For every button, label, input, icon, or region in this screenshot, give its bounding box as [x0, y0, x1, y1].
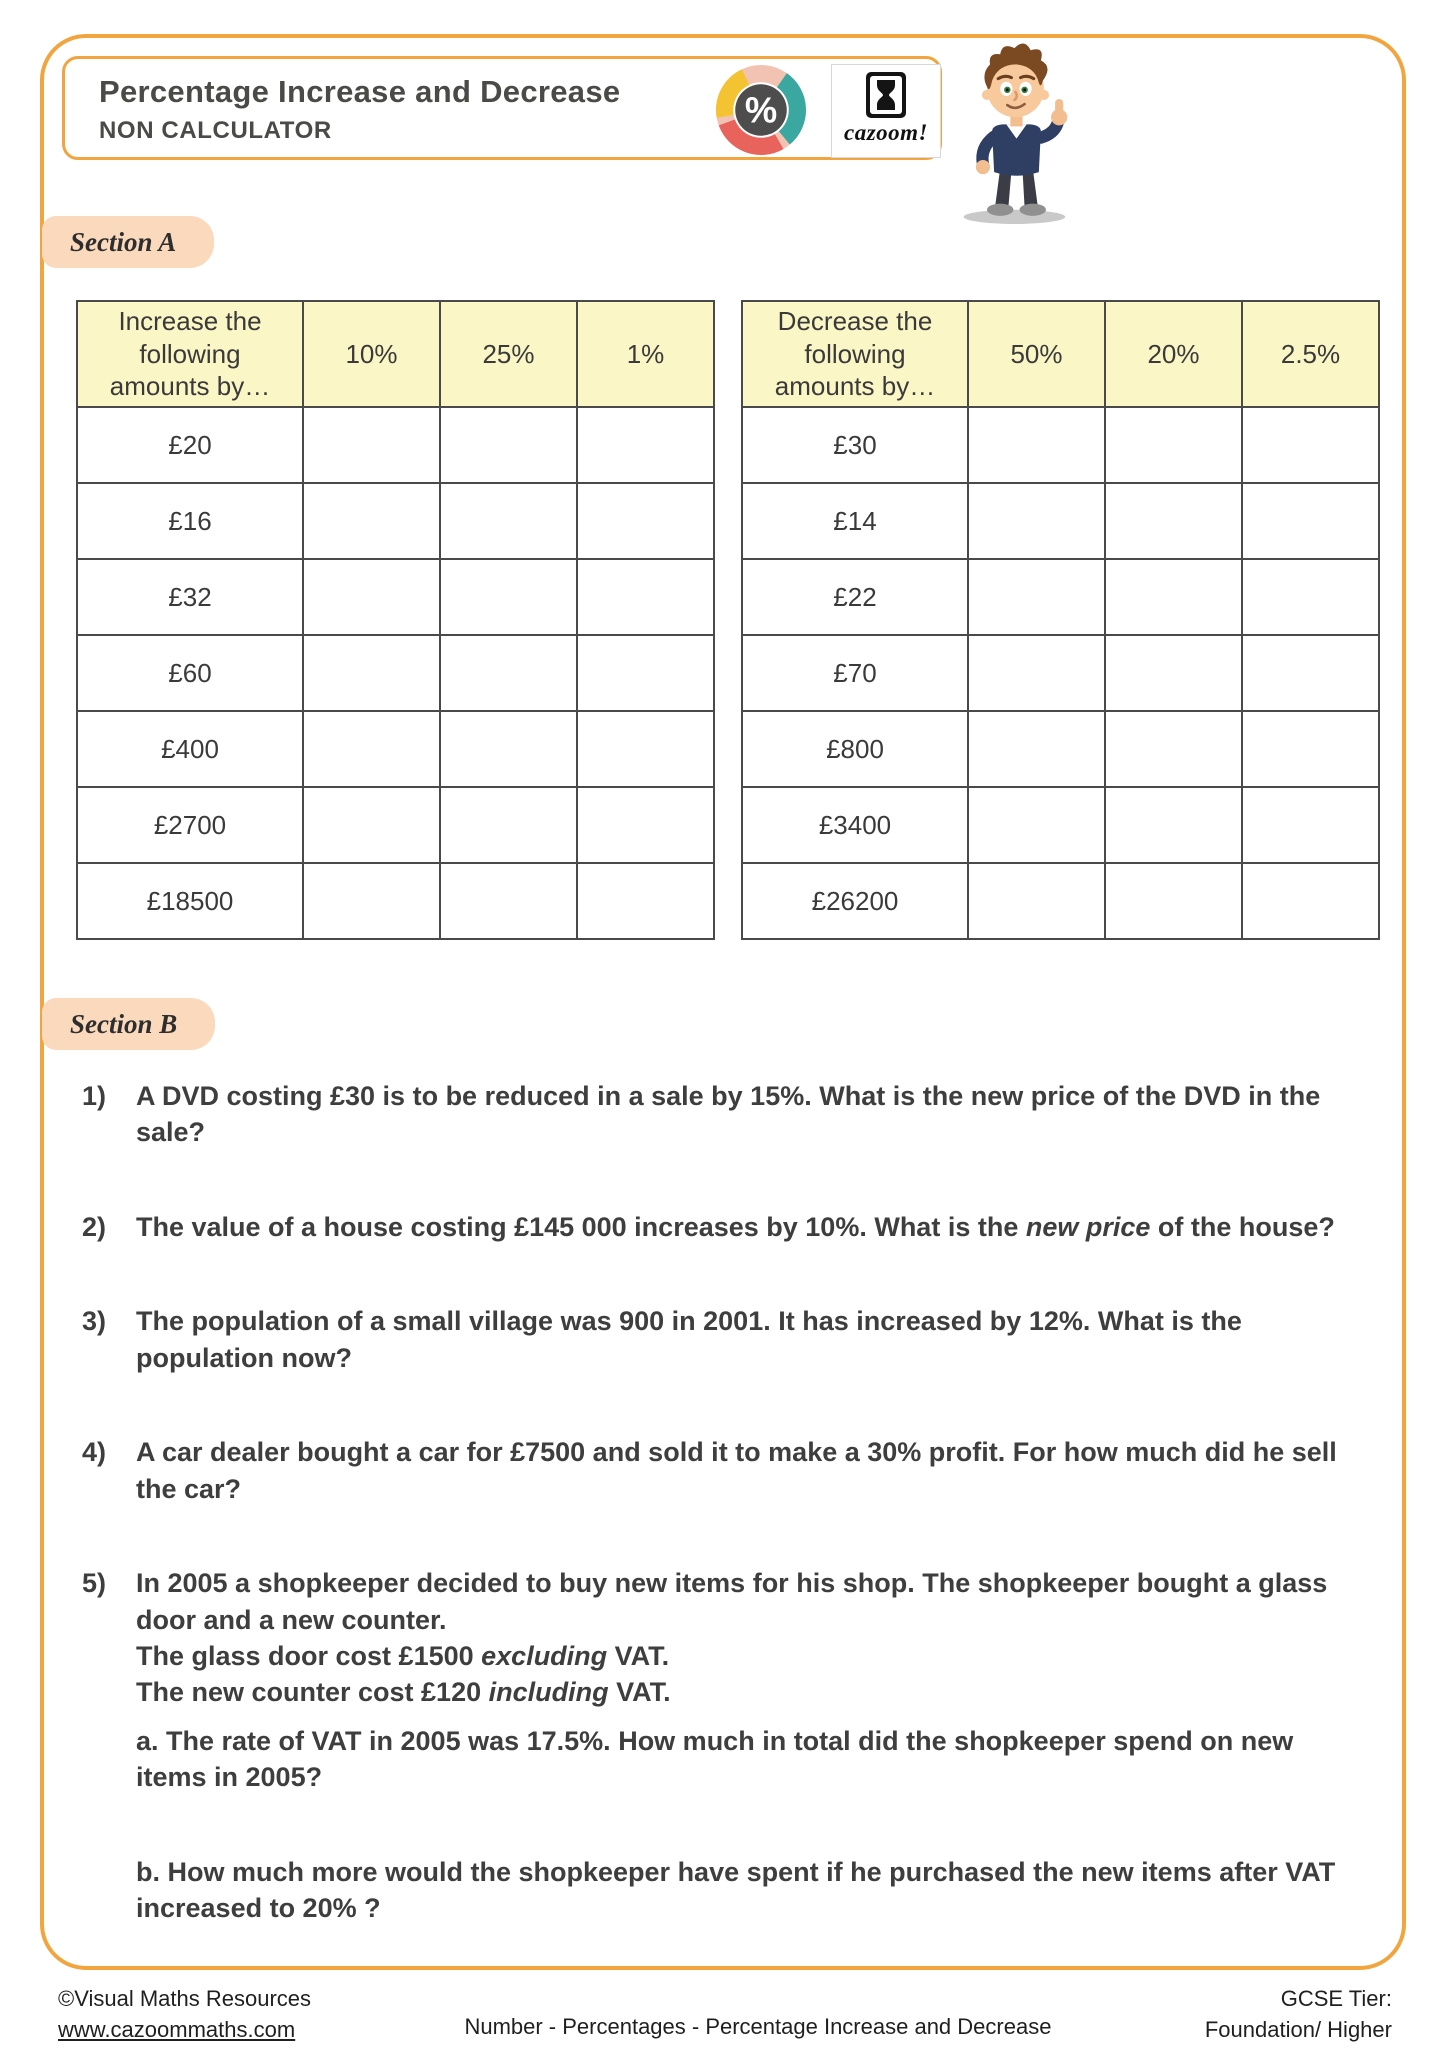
table-header-amounts: Increase the following amounts by… — [77, 301, 303, 407]
table-row — [742, 559, 1379, 635]
answer-cell — [440, 483, 577, 559]
answer-cell — [440, 787, 577, 863]
gcse-tier-text — [1205, 1984, 1392, 2046]
answer-cell — [1242, 863, 1379, 939]
answer-cell — [440, 635, 577, 711]
table-row — [77, 711, 714, 787]
amount-cell: £32 — [77, 559, 303, 635]
footer-left — [58, 1984, 311, 2046]
answer-cell — [1242, 407, 1379, 483]
text-segment: a. The rate of VAT in 2005 was 17.5%. How much in total did the shopkeeper spend on new items in 2005? — [136, 1725, 1294, 1793]
amount-cell: £22 — [742, 559, 968, 635]
header-box — [62, 56, 942, 160]
answer-cell — [1105, 863, 1242, 939]
answer-cell — [577, 407, 714, 483]
answer-cell — [1105, 787, 1242, 863]
table-row — [742, 407, 1379, 483]
amount-cell: £400 — [77, 711, 303, 787]
question-item — [82, 1303, 1352, 1376]
answer-cell — [1105, 483, 1242, 559]
gcse-tier-line2: Foundation/ Higher — [1204, 2016, 1392, 2042]
section-a-tables — [76, 300, 1380, 940]
answer-cell — [440, 559, 577, 635]
text-segment: VAT. — [607, 1640, 670, 1671]
question-item — [82, 1078, 1352, 1151]
section-b-label: Section B — [42, 998, 215, 1050]
question-text — [136, 1078, 1352, 1151]
cazoom-logo-text: cazoom! — [844, 120, 928, 145]
question-line-door — [136, 1638, 1352, 1674]
question-item — [82, 1434, 1352, 1507]
answer-cell — [968, 483, 1105, 559]
footer-center-text: Number - Percentages - Percentage Increase and Decrease — [464, 2014, 1052, 2039]
question-line-counter — [136, 1674, 1352, 1710]
answer-cell — [440, 863, 577, 939]
answer-cell — [968, 559, 1105, 635]
answer-cell — [303, 407, 440, 483]
answer-cell — [577, 635, 714, 711]
table-row — [77, 863, 714, 939]
question-text — [136, 1565, 1352, 1927]
amount-cell: £3400 — [742, 787, 968, 863]
website-link[interactable]: www.cazoommaths.com — [58, 2016, 296, 2042]
table-header-row — [742, 301, 1379, 407]
table-row — [77, 635, 714, 711]
column-header: 50% — [968, 301, 1105, 407]
mascot-boy-illustration — [948, 38, 1088, 226]
answer-cell — [303, 711, 440, 787]
section-a-label: Section A — [42, 216, 214, 268]
answer-cell — [968, 711, 1105, 787]
amount-cell: £2700 — [77, 787, 303, 863]
answer-cell — [968, 635, 1105, 711]
answer-cell — [968, 407, 1105, 483]
question-number: 2) — [82, 1211, 107, 1242]
question-number: 4) — [82, 1437, 107, 1468]
amount-cell: £14 — [742, 483, 968, 559]
answer-cell — [577, 863, 714, 939]
question-text — [136, 1303, 1352, 1376]
column-header: 2.5% — [1242, 301, 1379, 407]
text-segment: including — [488, 1677, 609, 1708]
answer-cell — [440, 407, 577, 483]
amount-cell: £60 — [77, 635, 303, 711]
text-segment: excluding — [481, 1640, 608, 1671]
amount-cell: £30 — [742, 407, 968, 483]
amount-cell: £16 — [77, 483, 303, 559]
answer-cell — [303, 863, 440, 939]
amount-cell: £70 — [742, 635, 968, 711]
text-segment: In 2005 a shopkeeper decided to buy new items for his shop. The shopkeeper bought a glass door and a new counter. — [136, 1568, 1328, 1635]
amount-cell: £18500 — [77, 863, 303, 939]
question-number: 3) — [82, 1306, 107, 1337]
answer-cell — [440, 711, 577, 787]
table-row — [742, 787, 1379, 863]
amount-cell: £26200 — [742, 863, 968, 939]
answer-cell — [1242, 559, 1379, 635]
answer-cell — [1105, 635, 1242, 711]
question-number: 5) — [82, 1568, 107, 1599]
answer-cell — [577, 559, 714, 635]
text-segment: A car dealer bought a car for £7500 and sold it to make a 30% profit. For how much did he sell the car? — [136, 1437, 1337, 1504]
header-titles — [99, 74, 620, 145]
question-part-b — [136, 1854, 1352, 1927]
question-part-a — [136, 1723, 1352, 1796]
answer-cell — [303, 483, 440, 559]
table-row — [742, 863, 1379, 939]
question-text — [136, 1434, 1352, 1507]
answer-cell — [1105, 711, 1242, 787]
answer-cell — [1105, 407, 1242, 483]
answer-cell — [1105, 559, 1242, 635]
text-segment: The new counter cost £120 — [136, 1677, 489, 1708]
table-row — [742, 711, 1379, 787]
text-segment: new price — [1025, 1211, 1151, 1242]
increase-table — [76, 300, 715, 940]
answer-cell — [303, 635, 440, 711]
amount-cell: £20 — [77, 407, 303, 483]
footer — [58, 1984, 1392, 2046]
table-row — [742, 483, 1379, 559]
decrease-table — [741, 300, 1380, 940]
question-item — [82, 1209, 1352, 1245]
copyright-text: ©Visual Maths Resources — [58, 1986, 312, 2011]
question-text — [136, 1209, 1352, 1245]
column-header: 10% — [303, 301, 440, 407]
text-segment: b. How much more would the shopkeeper have spent if he purchased the new items after VAT increased to 20% ? — [136, 1856, 1336, 1924]
answer-cell — [303, 559, 440, 635]
cazoom-logo — [831, 64, 941, 158]
amount-cell: £800 — [742, 711, 968, 787]
answer-cell — [577, 787, 714, 863]
table-row — [77, 559, 714, 635]
column-header: 1% — [577, 301, 714, 407]
answer-cell — [968, 863, 1105, 939]
table-row — [77, 787, 714, 863]
question-item — [82, 1565, 1352, 1927]
answer-cell — [577, 483, 714, 559]
text-segment: The population of a small village was 900 in 2001. It has increased by 12%. What is the population now? — [136, 1306, 1242, 1373]
text-segment: The value of a house costing £145 000 increases by 10%. What is the — [136, 1211, 1026, 1242]
percent-symbol: % — [744, 89, 778, 131]
answer-cell — [1242, 787, 1379, 863]
answer-cell — [1242, 635, 1379, 711]
question-intro — [136, 1565, 1352, 1638]
answer-cell — [968, 787, 1105, 863]
text-segment: The glass door cost £1500 — [136, 1640, 482, 1671]
table-row — [77, 407, 714, 483]
column-header: 25% — [440, 301, 577, 407]
cazoom-logo-icon — [864, 70, 908, 120]
table-row — [742, 635, 1379, 711]
answer-cell — [1242, 711, 1379, 787]
question-number: 1) — [82, 1081, 107, 1111]
page-title: Percentage Increase and Decrease — [99, 74, 621, 109]
text-segment: VAT. — [608, 1677, 671, 1708]
table-header-amounts: Decrease the following amounts by… — [742, 301, 968, 407]
table-row — [77, 483, 714, 559]
answer-cell — [303, 787, 440, 863]
percentage-donut-icon — [713, 62, 809, 158]
answer-cell — [1242, 483, 1379, 559]
questions-list — [82, 1078, 1352, 1985]
text-segment: A DVD costing £30 is to be reduced in a sale by 15%. What is the new price of the DVD in the sale? — [136, 1081, 1321, 1148]
text-segment: of the house? — [1150, 1211, 1335, 1242]
answer-cell — [577, 711, 714, 787]
page-subtitle: NON CALCULATOR — [99, 117, 332, 144]
table-header-row — [77, 301, 714, 407]
gcse-tier-line1: GCSE Tier: — [1280, 1986, 1392, 2011]
column-header: 20% — [1105, 301, 1242, 407]
